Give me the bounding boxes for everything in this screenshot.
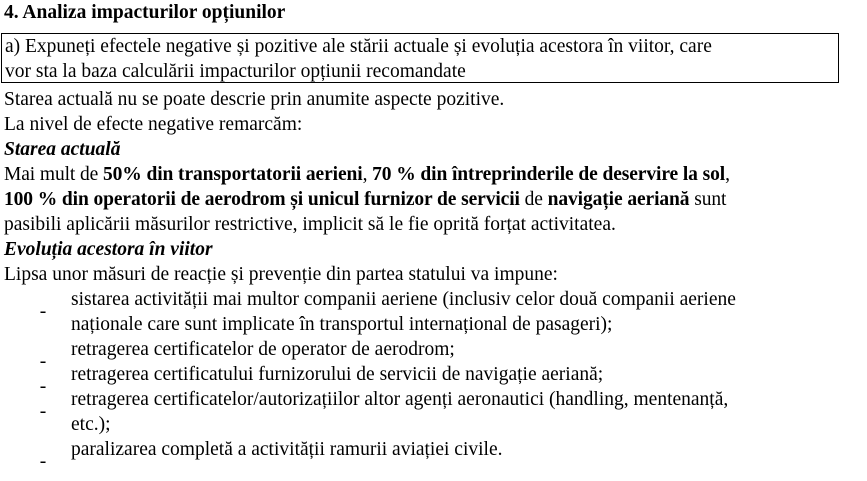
prompt-line-2: vor sta la baza calculării impacturilor opțiunii recomandate	[5, 60, 466, 82]
prompt-text	[5, 35, 841, 84]
list-item-line: etc.);	[71, 414, 111, 435]
text-run: ,	[725, 164, 730, 185]
paragraph-negative-intro: La nivel de efecte negative remarcăm:	[4, 114, 303, 135]
list-item-line: sistarea activității mai multor companii aeriene (inclusiv celor două companii aeriene	[71, 289, 736, 310]
list-item-line: naționale care sunt implicate în transportul internațional de pasageri);	[71, 314, 613, 335]
future-intro: Lipsa unor măsuri de reacție și prevenție din partea statului va impune:	[4, 264, 558, 285]
bold-run-aerodrome-operators: 100 % din operatorii de aerodrom și unicul furnizor de servicii	[4, 189, 520, 210]
bullet-marker: -	[39, 401, 47, 422]
current-state-line-2	[4, 188, 726, 213]
bullet-marker: -	[39, 351, 47, 372]
section-heading: 4. Analiza impacturilor opțiunilor	[4, 2, 286, 23]
bullet-marker: -	[39, 301, 47, 322]
list-item-line: retragerea certificatelor/autorizațiilor altor agenți aeronautici (handling, mentenanță,	[71, 389, 729, 410]
bold-run-air-carriers: 50% din transportatorii aerieni	[103, 164, 363, 185]
bullet-marker: -	[39, 376, 47, 397]
paragraph-no-positive: Starea actuală nu se poate descrie prin anumite aspecte pozitive.	[4, 89, 505, 110]
list-item-line: paralizarea completă a activității ramurii aviației civile.	[71, 439, 503, 460]
list-item-line: retragerea certificatelor de operator de aerodrom;	[71, 339, 455, 360]
current-state-line-1	[4, 163, 730, 188]
text-run: ,	[362, 164, 373, 185]
current-state-line-3: pasibili aplicării măsurilor restrictive, implicit să le fie oprită forțat activitatea.	[4, 214, 616, 235]
prompt-box	[1, 33, 839, 83]
subheading-current-state: Starea actuală	[4, 139, 121, 160]
text-run: sunt	[689, 189, 727, 210]
text-run: Mai mult de	[4, 164, 103, 185]
prompt-line-1: a) Expuneți efectele negative și pozitive ale stării actuale și evoluția acestora în viitor, care	[5, 36, 712, 57]
bold-run-ground-handling: 70 % din întreprinderile de deservire la sol	[372, 164, 726, 185]
text-run: de	[519, 189, 548, 210]
bold-run-air-navigation: navigație aeriană	[547, 189, 690, 210]
subheading-future-evolution: Evoluția acestora în viitor	[4, 239, 213, 260]
list-item-line: retragerea certificatului furnizorului de servicii de navigație aeriană;	[71, 364, 604, 385]
bullet-marker: -	[39, 451, 47, 472]
